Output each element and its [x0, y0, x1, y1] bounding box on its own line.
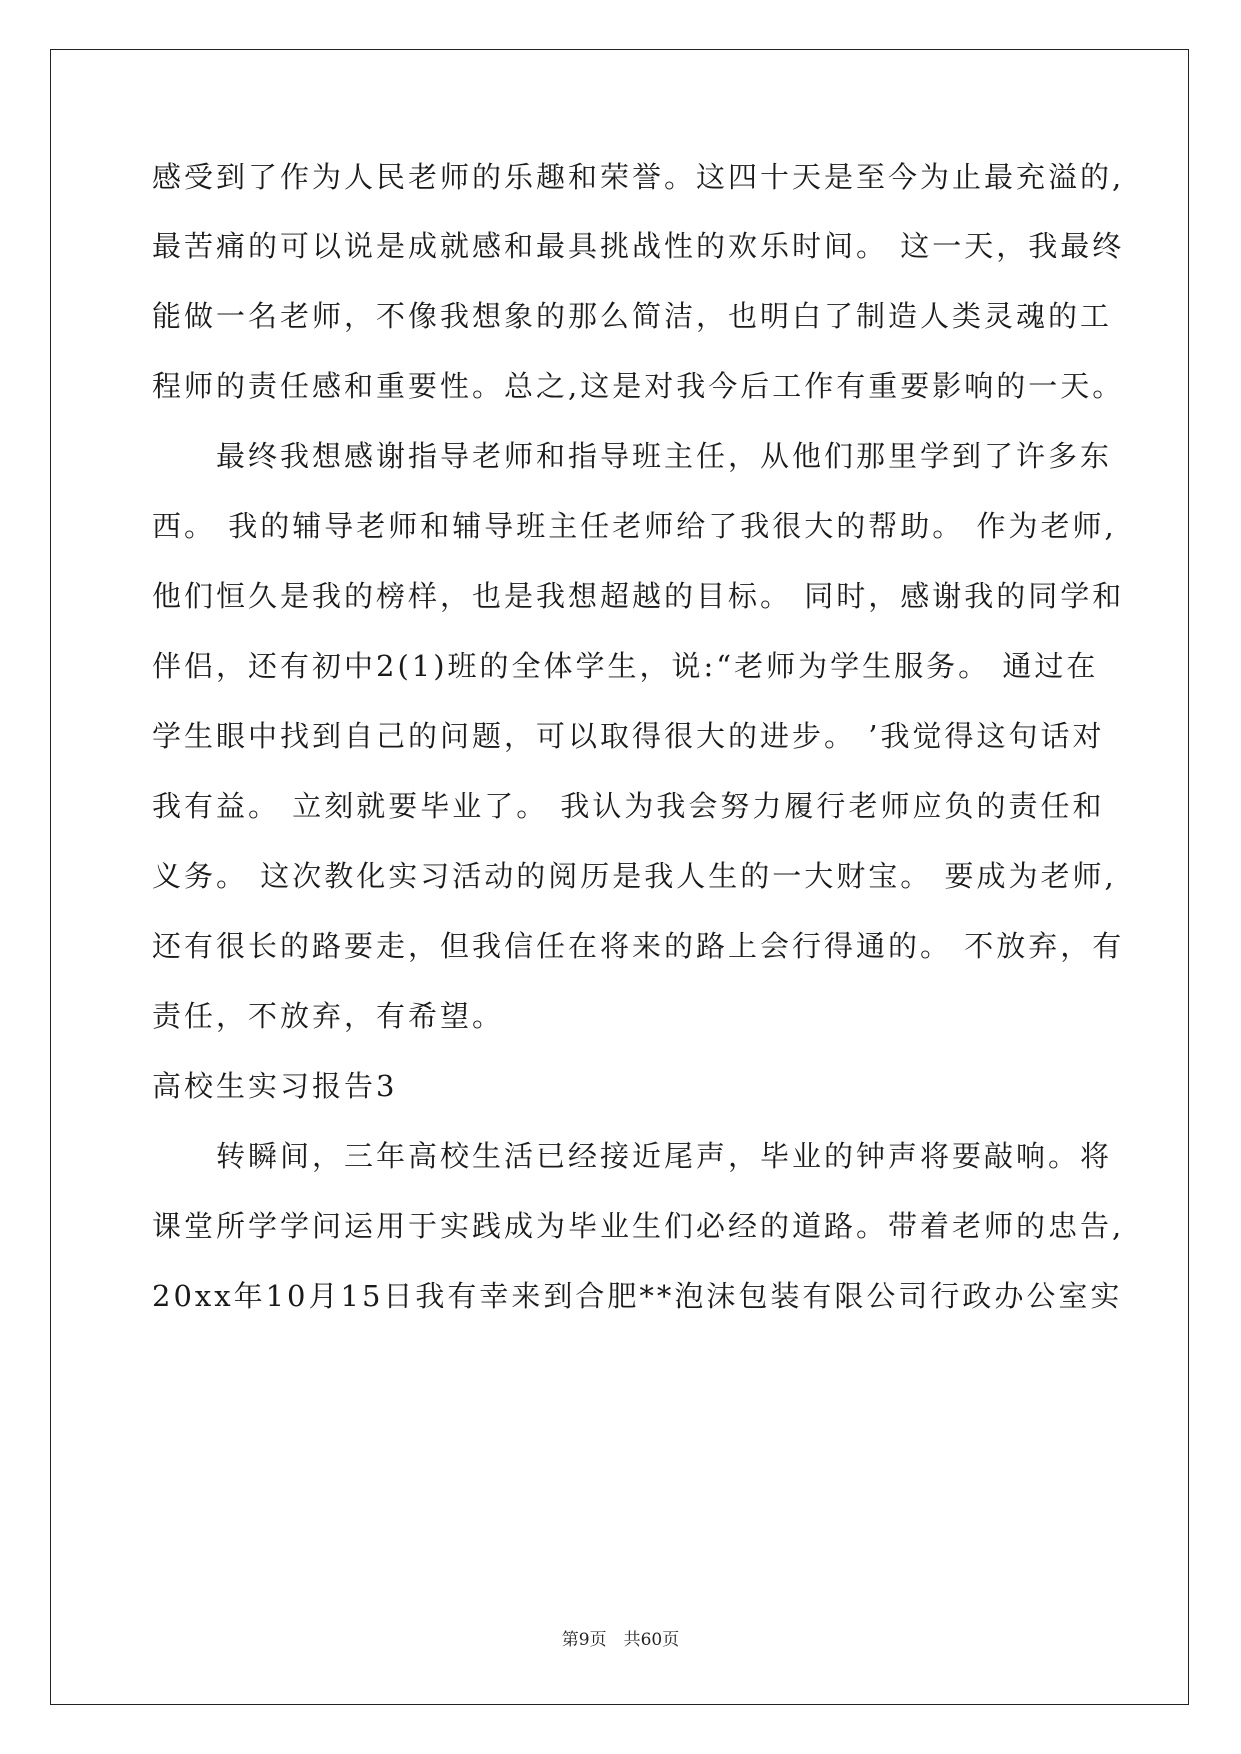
page-number-footer: 第9页 共60页 [561, 1630, 680, 1650]
text-line: 感受到了作为人民老师的乐趣和荣誉。这四十天是至今为止最充溢的, [152, 160, 1125, 194]
text-line: 程师的责任感和重要性。总之,这是对我今后工作有重要影响的一天。 [152, 369, 1125, 403]
text-line: 最苦痛的可以说是成就感和最具挑战性的欢乐时间。 这一天，我最终 [152, 229, 1125, 263]
text-line: 学生眼中找到自己的问题，可以取得很大的进步。 ’我觉得这句话对 [152, 719, 1105, 753]
text-line: 伴侣，还有初中2(1)班的全体学生，说:“老师为学生服务。 通过在 [152, 649, 1099, 683]
section-heading: 高校生实习报告3 [152, 1069, 398, 1103]
text-line: 他们恒久是我的榜样，也是我想超越的目标。 同时，感谢我的同学和 [152, 579, 1125, 613]
text-line: 课堂所学学问运用于实践成为毕业生们必经的道路。带着老师的忠告, [152, 1209, 1125, 1243]
text-line: 能做一名老师，不像我想象的那么简洁，也明白了制造人类灵魂的工 [152, 299, 1113, 333]
text-line: 义务。 这次教化实习活动的阅历是我人生的一大财宝。 要成为老师, [152, 859, 1117, 893]
text-line: 我有益。 立刻就要毕业了。 我认为我会努力履行老师应负的责任和 [152, 789, 1105, 823]
text-line: 西。 我的辅导老师和辅导班主任老师给了我很大的帮助。 作为老师, [152, 509, 1117, 543]
paragraph-start-line: 转瞬间，三年高校生活已经接近尾声，毕业的钟声将要敲响。将 [152, 1139, 1113, 1173]
text-line: 20xx年10月15日我有幸来到合肥**泡沫包装有限公司行政办公室实 [152, 1279, 1123, 1313]
text-line: 还有很长的路要走，但我信任在将来的路上会行得通的。 不放弃，有 [152, 929, 1125, 963]
paragraph-start-line: 最终我想感谢指导老师和指导班主任，从他们那里学到了许多东 [152, 439, 1113, 473]
text-line: 责任，不放弃，有希望。 [152, 999, 505, 1033]
